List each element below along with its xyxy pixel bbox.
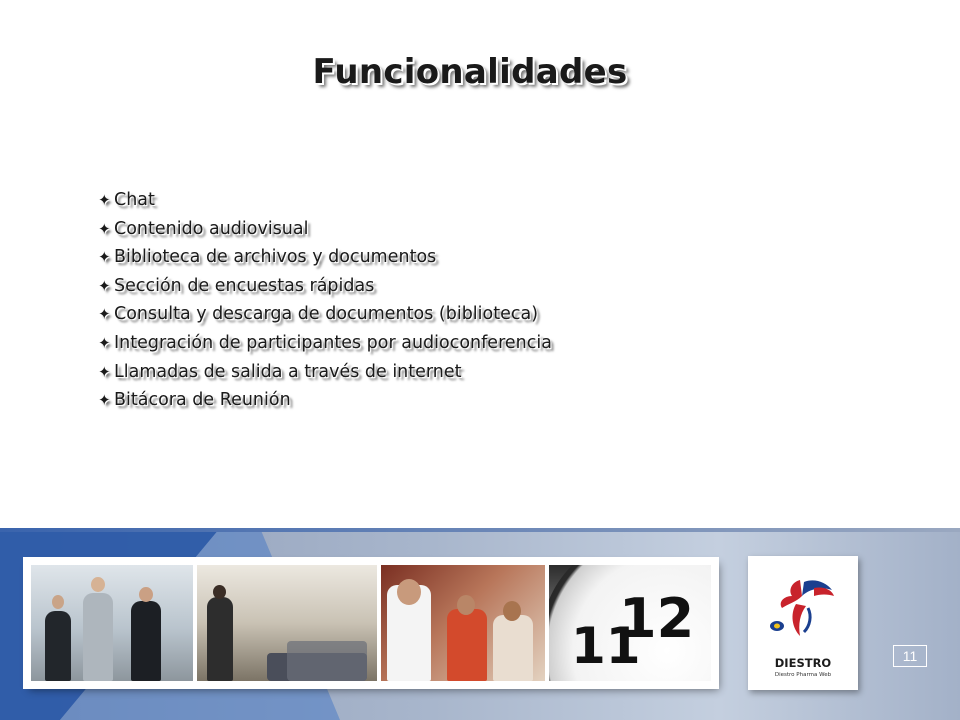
clock-number: 12 (619, 587, 695, 650)
four-pointed-star-icon: ✦ (98, 219, 111, 238)
business-travelers-photo (31, 565, 193, 681)
waiting-room-photo (197, 565, 377, 681)
page-number: 11 (893, 645, 927, 667)
list-item-text: Bitácora de Reunión (114, 390, 291, 411)
clock-number: 11 (571, 617, 641, 675)
list-item (98, 386, 552, 415)
list-item-text: Consulta y descarga de documentos (biblioteca) (114, 304, 539, 325)
list-item (98, 358, 552, 387)
list-item (98, 300, 552, 329)
diestro-logo-icon (748, 556, 858, 656)
list-item-text: Llamadas de salida a través de internet (114, 361, 462, 382)
list-item-text: Chat (114, 190, 155, 210)
four-pointed-star-icon: ✦ (98, 333, 111, 352)
meeting-photo (381, 565, 545, 681)
list-item-text: Integración de participantes por audioconferencia (114, 332, 552, 353)
list-item (98, 186, 552, 215)
list-item (98, 329, 552, 358)
list-item-text: Sección de encuestas rápidas (114, 275, 375, 296)
four-pointed-star-icon: ✦ (98, 191, 111, 209)
four-pointed-star-icon: ✦ (98, 276, 111, 295)
logo-tagline: Diestro Pharma Web (774, 672, 832, 678)
list-item (98, 215, 552, 244)
four-pointed-star-icon: ✦ (98, 362, 111, 381)
four-pointed-star-icon: ✦ (98, 305, 111, 324)
diestro-logo (748, 556, 858, 690)
list-item-text: Contenido audiovisual (114, 218, 309, 239)
list-item (98, 272, 552, 301)
four-pointed-star-icon: ✦ (98, 391, 111, 410)
list-item-text: Biblioteca de archivos y documentos (114, 247, 437, 268)
footer-band-edge (0, 528, 960, 532)
clock-photo (549, 565, 711, 681)
logo-name: DIESTRO (774, 656, 832, 670)
four-pointed-star-icon: ✦ (98, 248, 111, 267)
slide-title: Funcionalidades (312, 52, 628, 92)
bullet-list (98, 186, 552, 415)
list-item (98, 243, 552, 272)
photo-strip (26, 560, 716, 686)
